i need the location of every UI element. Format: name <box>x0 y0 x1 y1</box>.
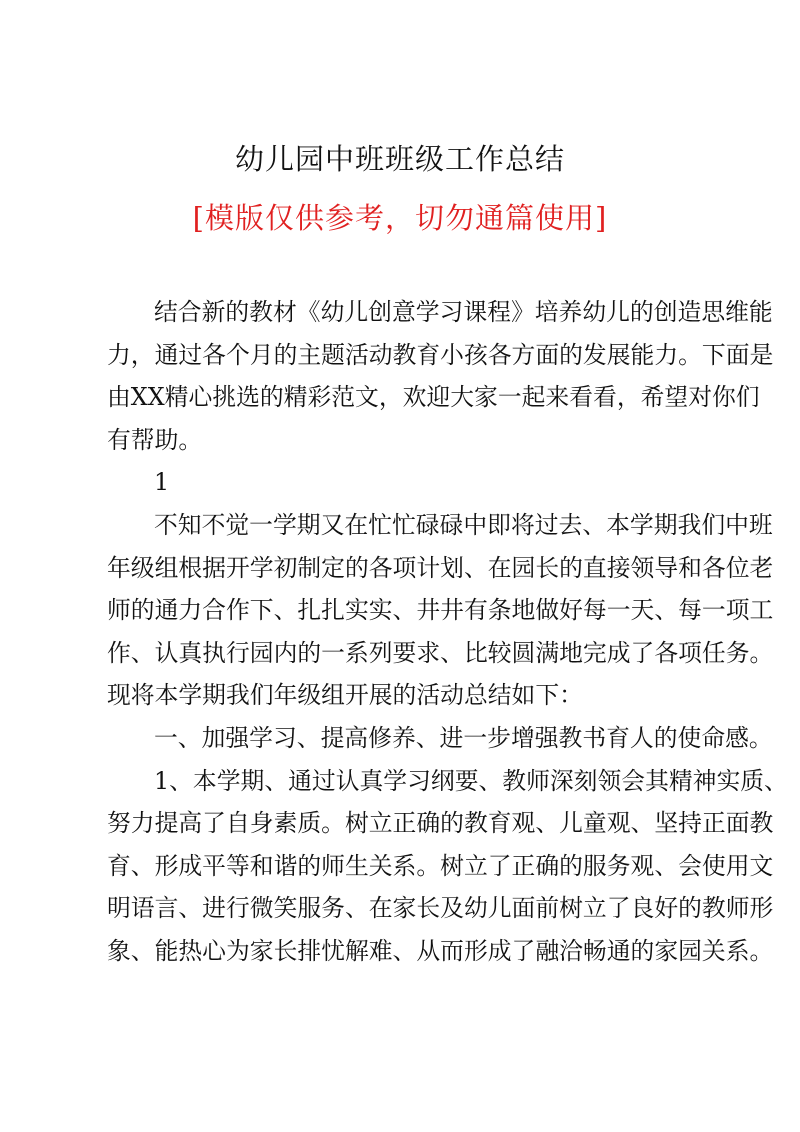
paragraph-line: 育、形成平等和谐的师生关系。树立了正确的服务观、会使用文 <box>107 851 774 880</box>
paragraph-line: 结合新的教材《幼儿创意学习课程》培养幼儿的创造思维能 <box>154 298 773 326</box>
paragraph-line: 努力提高了自身素质。树立正确的教育观、儿童观、坚持正面教 <box>107 809 774 838</box>
paragraph-line: 明语言、进行微笑服务、在家长及幼儿面前树立了良好的教师形 <box>107 894 774 923</box>
paragraph-line: 象、能热心为家长排忧解难、从而形成了融洽畅通的家园关系。 <box>107 936 774 965</box>
paragraph-summary <box>107 504 774 717</box>
paragraph-line: 由XX精心挑选的精彩范文，欢迎大家一起来看看，希望对你们 <box>107 383 760 412</box>
paragraph-intro <box>107 291 774 461</box>
paragraph-item-1 <box>107 760 788 973</box>
paragraph-line: 1、本学期、通过认真学习纲要、教师深刻领会其精神实质、 <box>154 766 788 795</box>
paragraph-line: 力，通过各个月的主题活动教育小孩各方面的发展能力。下面是 <box>107 340 774 369</box>
paragraph-line: 现将本学期我们年级组开展的活动总结如下： <box>107 681 583 710</box>
paragraph-line: 不知不觉一学期又在忙忙碌碌中即将过去、本学期我们中班 <box>154 510 773 539</box>
paragraph-line: 1 <box>154 468 170 497</box>
section-number <box>107 461 711 504</box>
document-subtitle: [模版仅供参考，切勿通篇使用] <box>192 201 608 235</box>
paragraph-line: 作、认真执行园内的一系列要求、比较圆满地完成了各项任务。 <box>107 638 774 667</box>
paragraph-line: 师的通力合作下、扎扎实实、井井有条地做好每一天、每一项工 <box>107 596 774 625</box>
document-body <box>107 291 788 973</box>
section-heading <box>107 717 773 760</box>
paragraph-line: 年级组根据开学初制定的各项计划、在园长的直接领导和各位老 <box>107 553 774 582</box>
paragraph-line: 有帮助。 <box>107 425 203 454</box>
paragraph-line: 一、加强学习、提高修养、进一步增强教书育人的使命感。 <box>154 723 773 752</box>
document-title: 幼儿园中班班级工作总结 <box>234 142 565 176</box>
